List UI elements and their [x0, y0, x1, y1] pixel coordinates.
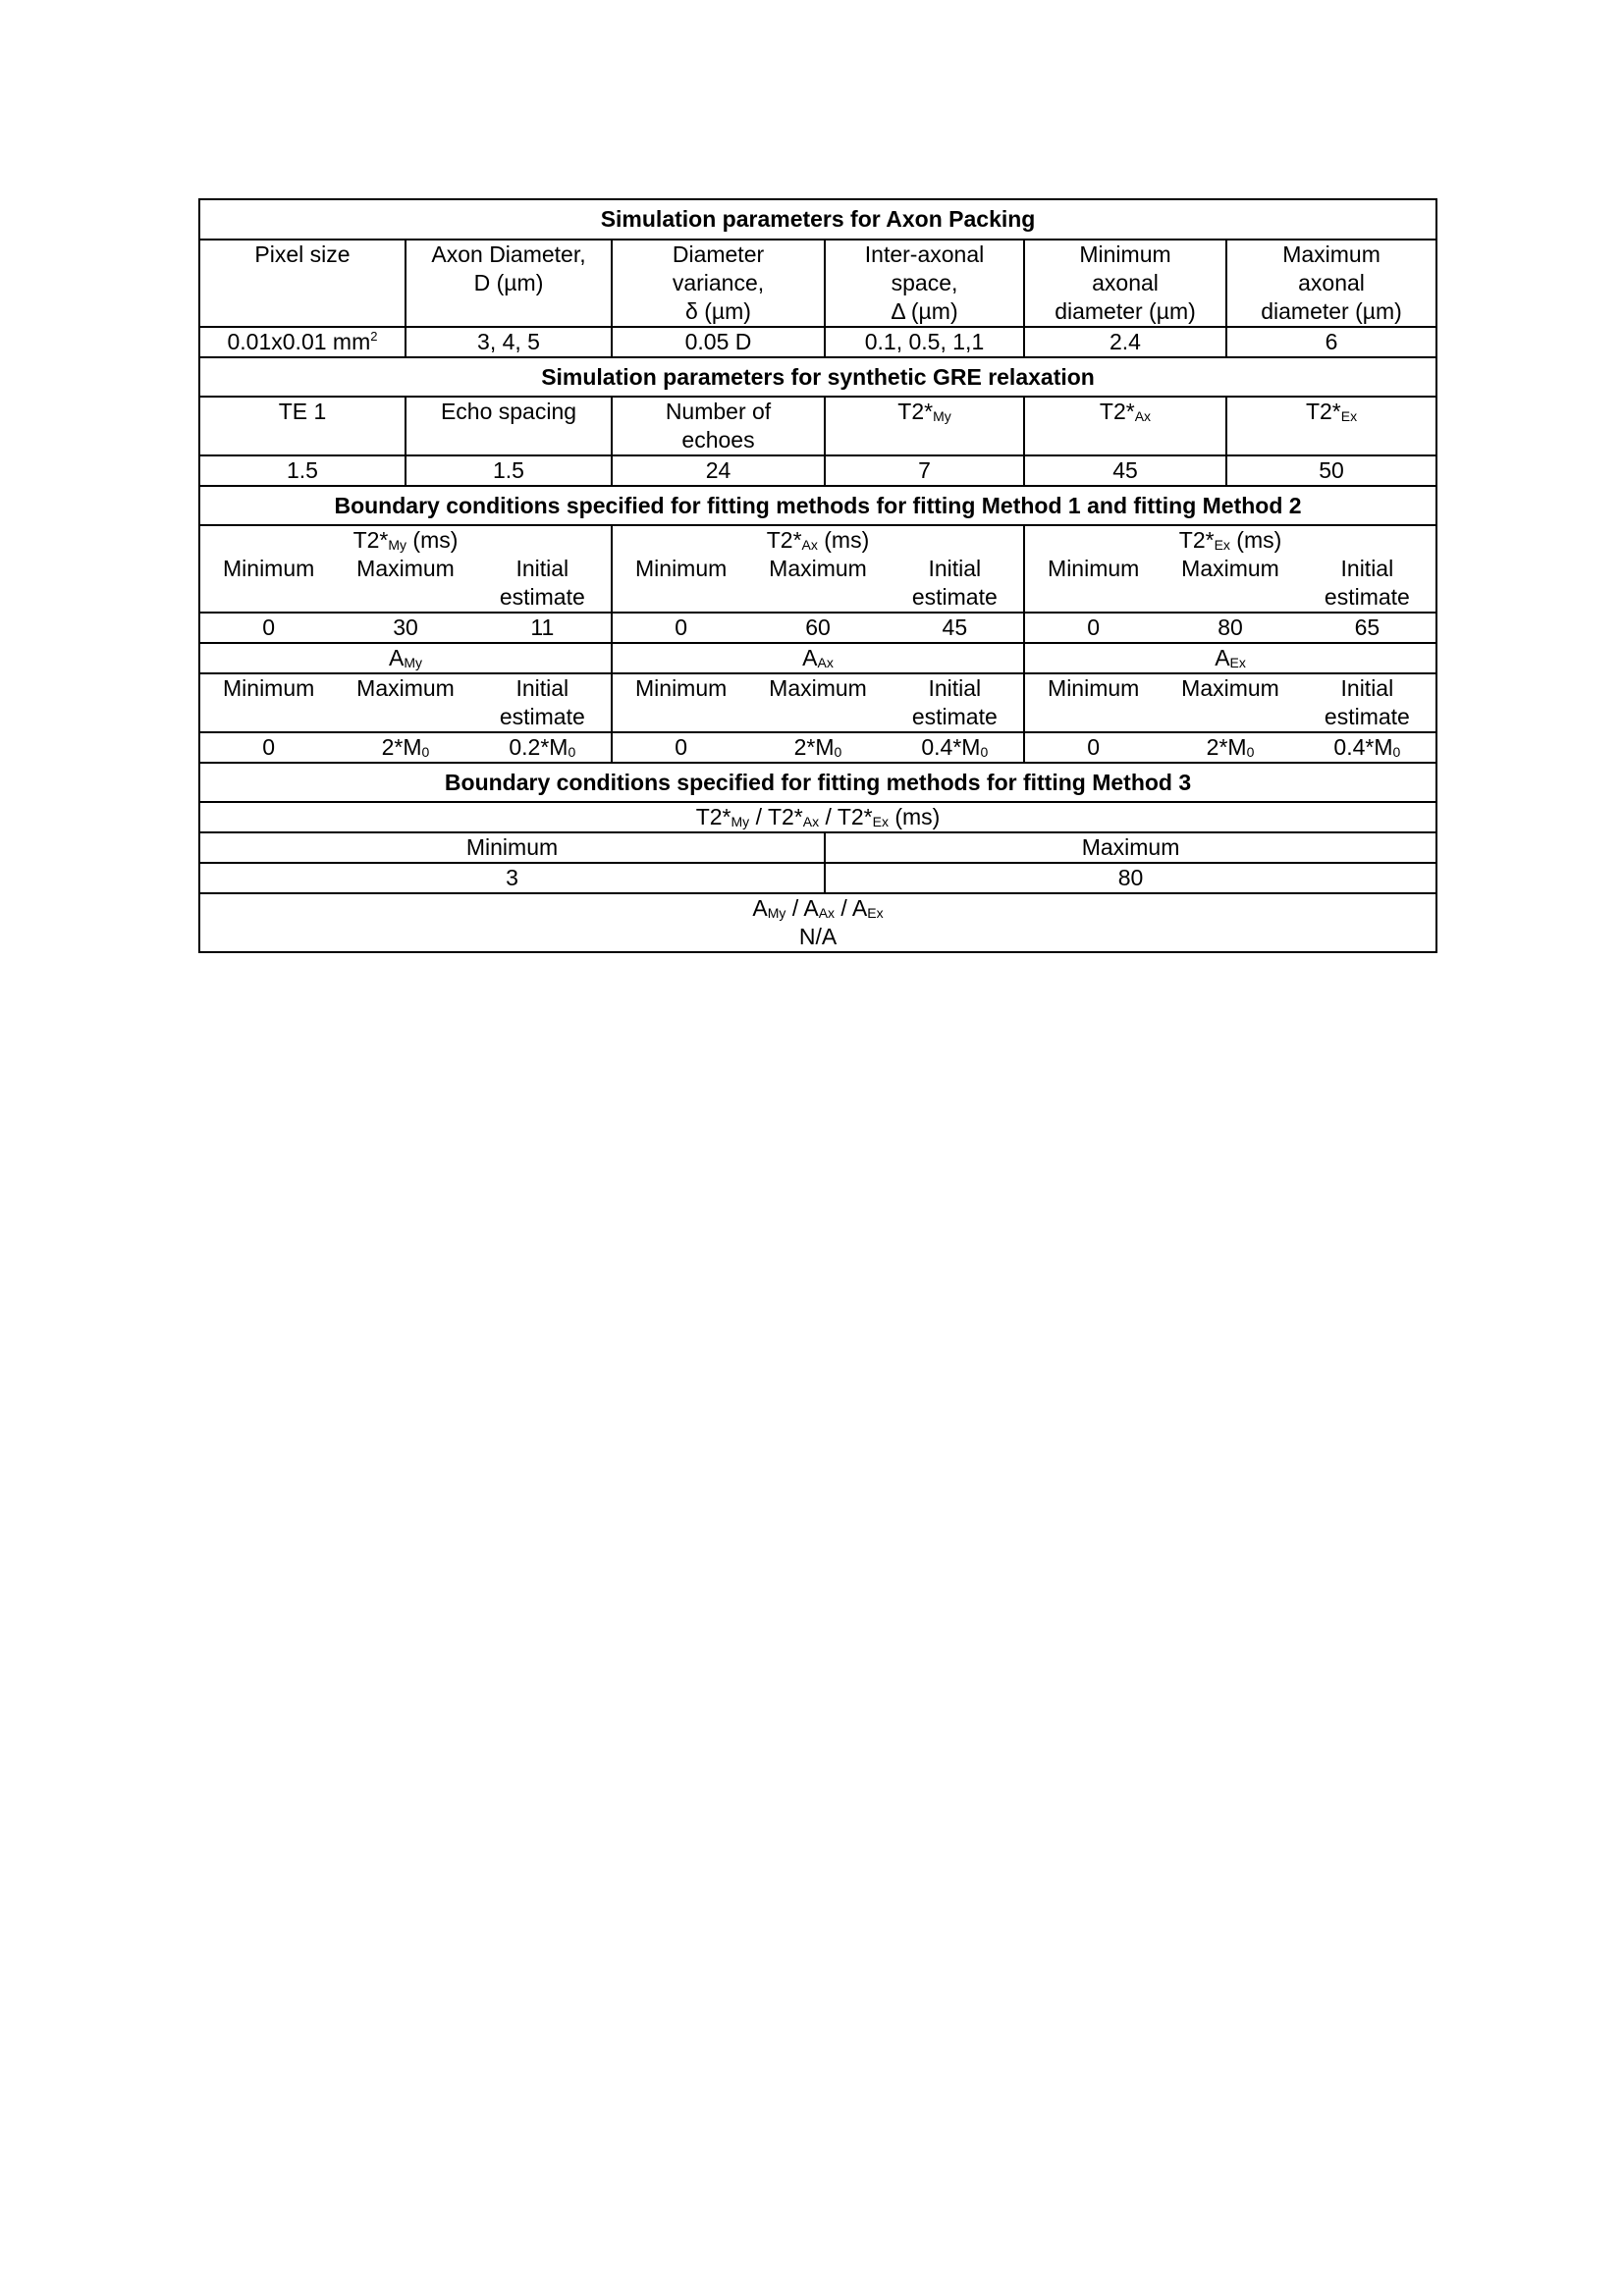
- value-max-axonal-diameter: 6: [1226, 327, 1436, 357]
- t2-ax-max-value: 60: [805, 614, 831, 640]
- t2-my-min-value: 0: [262, 614, 276, 640]
- t2-ex-group-label: T2*Ex (ms): [1178, 527, 1282, 553]
- t2-my-initial-value: 11: [530, 614, 555, 640]
- a-ax-min-value: 0: [675, 734, 688, 760]
- header-min-axonal-diameter: Minimum axonal diameter (µm): [1024, 240, 1226, 327]
- value-t2-ax: 45: [1024, 455, 1226, 486]
- a-my-label: AMy: [199, 643, 612, 673]
- t2-ax-min-value: 0: [675, 614, 688, 640]
- header-inter-axonal-space: Inter-axonal space, Δ (µm): [825, 240, 1024, 327]
- a-my-min-value: 0: [262, 734, 276, 760]
- t2-ex-max-value: 80: [1218, 614, 1243, 640]
- method3-min-value: 3: [199, 863, 825, 893]
- method3-max-value: 80: [825, 863, 1436, 893]
- t2-ax-maximum-header: Maximum: [769, 556, 867, 581]
- a-ax-max-value: 2*M0: [793, 734, 842, 760]
- t2-ax-initial-header: Initial estimate: [911, 556, 998, 610]
- a-ex-initial-header: Initial estimate: [1324, 675, 1410, 729]
- t2-my-minimum-header: Minimum: [223, 556, 315, 581]
- a-ax-initial-header: Initial estimate: [911, 675, 998, 729]
- parameters-table: [198, 198, 1437, 953]
- value-inter-axonal-space: 0.1, 0.5, 1,1: [825, 327, 1024, 357]
- header-number-of-echoes: Number of echoes: [612, 397, 825, 455]
- a-ex-headers: [1024, 673, 1436, 732]
- a-ax-values: [612, 732, 1024, 763]
- a-my-maximum-header: Maximum: [356, 675, 455, 701]
- header-echo-spacing: Echo spacing: [406, 397, 612, 455]
- header-t2-ax: T2*Ax: [1024, 397, 1226, 455]
- method3-a-label: AMy / AAx / AEx: [752, 895, 884, 921]
- a-ex-values: [1024, 732, 1436, 763]
- header-t2-ex: T2*Ex: [1226, 397, 1436, 455]
- value-number-of-echoes: 24: [612, 455, 825, 486]
- t2-my-initial-header: Initial estimate: [499, 556, 585, 610]
- a-ex-max-value: 2*M0: [1206, 734, 1255, 760]
- a-ax-maximum-header: Maximum: [769, 675, 867, 701]
- section2-title: Simulation parameters for synthetic GRE relaxation: [199, 357, 1436, 397]
- a-my-values: [199, 732, 612, 763]
- header-axon-diameter: Axon Diameter, D (µm): [406, 240, 612, 327]
- t2-ax-minimum-header: Minimum: [635, 556, 728, 581]
- header-diameter-variance: Diameter variance, δ (µm): [612, 240, 825, 327]
- a-ax-headers: [612, 673, 1024, 732]
- value-pixel-size: 0.01x0.01 $mm^2$: [199, 327, 406, 357]
- value-t2-my: 7: [825, 455, 1024, 486]
- section4-title: Boundary conditions specified for fitting methods for fitting Method 3: [199, 763, 1436, 802]
- a-my-initial-value: 0.2*M0: [509, 734, 576, 760]
- header-max-axonal-diameter: Maximum axonal diameter (µm): [1226, 240, 1436, 327]
- a-ex-label: AEx: [1024, 643, 1436, 673]
- a-ex-min-value: 0: [1087, 734, 1101, 760]
- value-diameter-variance: 0.05 D: [612, 327, 825, 357]
- t2-ex-initial-header: Initial estimate: [1324, 556, 1410, 610]
- a-ex-minimum-header: Minimum: [1048, 675, 1140, 701]
- t2-ex-maximum-header: Maximum: [1181, 556, 1279, 581]
- t2-ex-min-value: 0: [1087, 614, 1101, 640]
- header-t2-my: T2*My: [825, 397, 1024, 455]
- t2-my-values: [199, 613, 612, 643]
- value-te1: 1.5: [199, 455, 406, 486]
- a-my-max-value: 2*M0: [381, 734, 430, 760]
- t2-ax-values: [612, 613, 1024, 643]
- header-pixel-size: Pixel size: [199, 240, 406, 327]
- a-my-headers: [199, 673, 612, 732]
- t2-my-group-label: T2*My (ms): [352, 527, 459, 553]
- t2-ex-values: [1024, 613, 1436, 643]
- a-ex-initial-value: 0.4*M0: [1333, 734, 1401, 760]
- t2-ax-group: [612, 525, 1024, 613]
- value-echo-spacing: 1.5: [406, 455, 612, 486]
- value-t2-ex: 50: [1226, 455, 1436, 486]
- header-te1: TE 1: [199, 397, 406, 455]
- method3-maximum-header: Maximum: [825, 832, 1436, 863]
- a-my-initial-header: Initial estimate: [499, 675, 585, 729]
- a-ax-label: AAx: [612, 643, 1024, 673]
- t2-ax-group-label: T2*Ax (ms): [766, 527, 870, 553]
- value-axon-diameter: 3, 4, 5: [406, 327, 612, 357]
- section1-title: Simulation parameters for Axon Packing: [199, 199, 1436, 240]
- t2-my-max-value: 30: [393, 614, 418, 640]
- t2-ex-group: [1024, 525, 1436, 613]
- a-ax-initial-value: 0.4*M0: [921, 734, 989, 760]
- a-ax-minimum-header: Minimum: [635, 675, 728, 701]
- t2-my-maximum-header: Maximum: [356, 556, 455, 581]
- method3-minimum-header: Minimum: [199, 832, 825, 863]
- t2-ax-initial-value: 45: [942, 614, 968, 640]
- method3-a-value: N/A: [798, 924, 838, 949]
- method3-t2-label: T2*My / T2*Ax / T2*Ex (ms): [199, 802, 1436, 832]
- a-my-minimum-header: Minimum: [223, 675, 315, 701]
- value-min-axonal-diameter: 2.4: [1024, 327, 1226, 357]
- t2-ex-initial-value: 65: [1354, 614, 1380, 640]
- a-ex-maximum-header: Maximum: [1181, 675, 1279, 701]
- method3-a-cell: [199, 893, 1436, 952]
- section3-title: Boundary conditions specified for fitting methods for fitting Method 1 and fitting Method 2: [199, 486, 1436, 525]
- t2-my-group: [199, 525, 612, 613]
- t2-ex-minimum-header: Minimum: [1048, 556, 1140, 581]
